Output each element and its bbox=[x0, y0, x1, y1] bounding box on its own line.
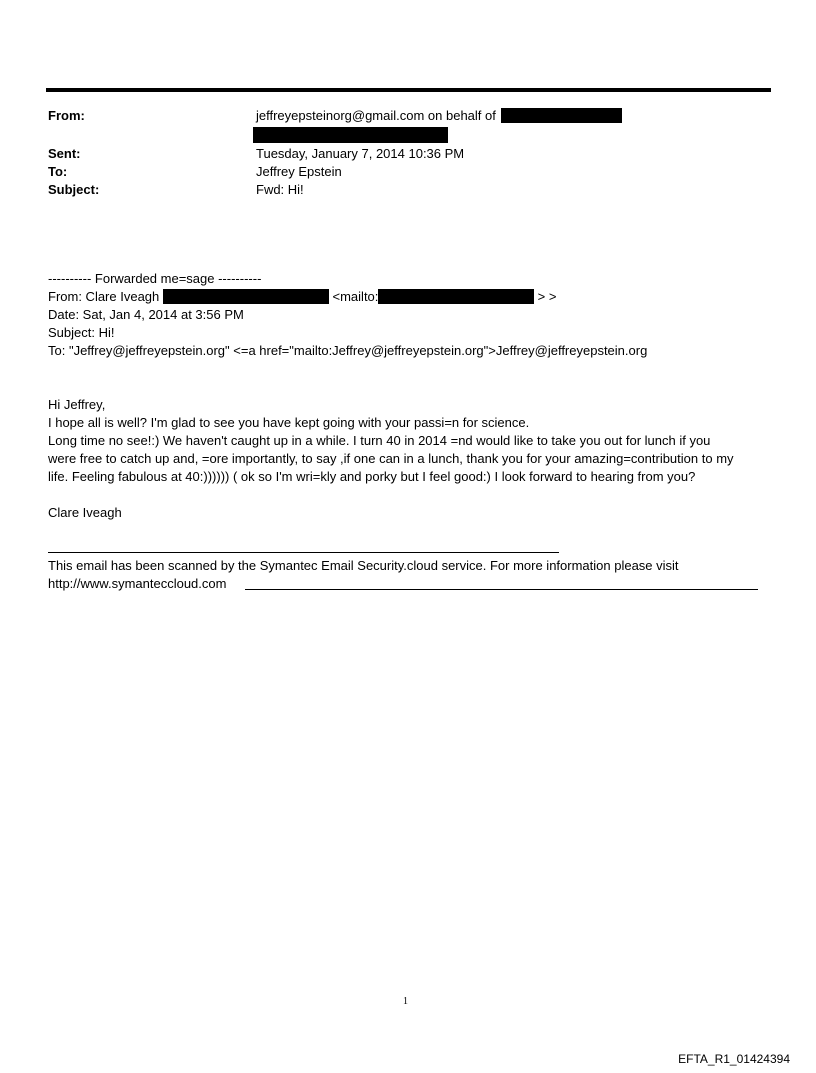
footer-rule bbox=[48, 552, 559, 553]
forwarded-to: To: "Jeffrey@jeffreyepstein.org" <=a href="mailto:Jeffrey@jeffreyepstein.org">Jeffrey@jeffreyepstein.org bbox=[48, 343, 648, 358]
to-value: Jeffrey Epstein bbox=[256, 164, 342, 179]
sent-value: Tuesday, January 7, 2014 10:36 PM bbox=[256, 146, 465, 161]
header-top-rule bbox=[46, 88, 771, 92]
to-label: To: bbox=[48, 164, 68, 179]
from-value bbox=[256, 108, 622, 123]
forwarded-date: Date: Sat, Jan 4, 2014 at 3:56 PM bbox=[48, 307, 244, 322]
subject-label: Subject: bbox=[48, 182, 100, 197]
document-id: EFTA_R1_01424394 bbox=[678, 1052, 790, 1066]
from-label: From: bbox=[48, 108, 85, 123]
from-value-continuation bbox=[253, 127, 448, 143]
body-line-1: I hope all is well? I'm glad to see you have kept going with your passi=n for science. bbox=[48, 415, 530, 430]
scan-notice-line-1: This email has been scanned by the Symantec Email Security.cloud service. For more information please visit bbox=[48, 558, 679, 573]
body-line-4: life. Feeling fabulous at 40:)))))) ( ok so I'm wri=kly and porky but I feel good:) I look forward to hearing from you? bbox=[48, 469, 696, 484]
redaction-box bbox=[378, 289, 534, 304]
redaction-box bbox=[163, 289, 329, 304]
scan-notice-link[interactable]: http://www.symanteccloud.com bbox=[48, 576, 227, 591]
from-address: jeffreyepsteinorg@gmail.com on behalf of bbox=[256, 108, 496, 123]
page-number: 1 bbox=[403, 996, 408, 1007]
body-line-2: Long time no see!:) We haven't caught up in a while. I turn 40 in 2014 =nd would like to take you out for lunch if you bbox=[48, 433, 711, 448]
forwarded-subject: Subject: Hi! bbox=[48, 325, 115, 340]
body-line-3: were free to catch up and, =ore importantly, to say ,if one can in a lunch, thank you for your amazing=contribution to my bbox=[48, 451, 734, 466]
mailto-suffix: > > bbox=[537, 289, 557, 304]
redaction-box bbox=[501, 108, 622, 123]
sent-label: Sent: bbox=[48, 146, 81, 161]
mailto-prefix: <mailto: bbox=[332, 289, 379, 304]
greeting: Hi Jeffrey, bbox=[48, 397, 106, 412]
redaction-box bbox=[253, 127, 448, 143]
signature: Clare Iveagh bbox=[48, 505, 122, 520]
forwarded-from bbox=[48, 289, 556, 304]
subject-value: Fwd: Hi! bbox=[256, 182, 304, 197]
forwarded-divider: ---------- Forwarded me=sage ---------- bbox=[48, 271, 262, 286]
scan-notice-line-2 bbox=[48, 576, 226, 591]
forwarded-from-name: From: Clare Iveagh bbox=[48, 289, 160, 304]
footer-underline bbox=[245, 589, 758, 590]
